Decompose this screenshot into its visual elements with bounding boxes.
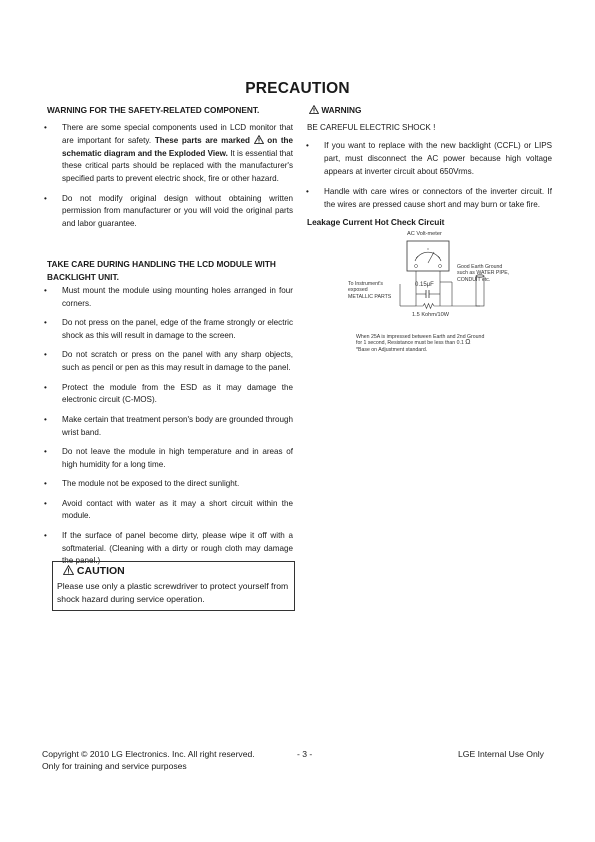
meter-label: AC Volt-meter <box>407 231 442 237</box>
ground-label-line: CONDUIT etc. <box>457 276 491 283</box>
list-item: • Handle with care wires or connectors of the inverter circuit. If the wires are pressed cause short and may burn or take fire. <box>306 187 552 210</box>
diagram-note <box>356 334 546 353</box>
list-item: • Make certain that treatment person's body are grounded through wrist band. <box>44 414 294 437</box>
list-item: • Protect the module from the ESD as it may damage the electronic circuit (C-MOS). <box>44 382 293 405</box>
caution-text: Please use only a plastic screwdriver to protect yourself from shock hazard during service operation. <box>57 581 289 604</box>
item-text: Protect the module from the ESD as it may damage the electronic circuit (C-MOS). <box>62 382 293 405</box>
capacitor-label: 0.15μF <box>415 282 434 288</box>
page-title: PRECAUTION <box>245 80 350 97</box>
warning-triangle-icon <box>63 565 74 575</box>
probe-label-line: METALLIC PARTS <box>348 293 392 300</box>
footer-internal-use: LGE Internal Use Only <box>458 749 544 759</box>
warning-title <box>309 104 361 117</box>
item-text: Must mount the module using mounting holes arranged in four corners. <box>62 286 293 308</box>
probe-label-line: exposed <box>348 287 368 294</box>
item-text: Handle with care wires or connectors of the inverter circuit. If the wires are pressed cause short and may burn or take fire. <box>324 187 552 210</box>
note-line: When 25A is impressed between Earth and 2nd Ground <box>356 334 485 340</box>
note-line: *Base on Adjustment standard. <box>356 346 428 353</box>
ground-label-line: such as WATER PIPE, <box>457 270 510 277</box>
safety-component-list <box>43 122 293 238</box>
list-item: • Do not press on the panel, edge of the frame strongly or electric shock as this will result in damage to the screen. <box>44 318 293 340</box>
item-text: Do not scratch or press on the panel with any sharp objects, such as pencil or pen as this may result in damage to the panel. <box>62 350 293 373</box>
caution-box <box>52 561 295 611</box>
caution-title <box>63 565 125 577</box>
item-text: Do not press on the panel, edge of the frame strongly or electric shock as this will result in damage to the screen. <box>62 318 293 340</box>
warning-list <box>305 140 552 219</box>
list-item: • The module not be exposed to the direct sunlight. <box>44 479 240 489</box>
footer-training: Only for training and service purposes <box>42 761 187 771</box>
warning-subtitle: BE CAREFUL ELECTRIC SHOCK ! <box>307 123 436 132</box>
item-text: If you want to replace with the new backlight (CCFL) or LIPS part, must disconnect the AC power because high voltage appears at inverter circuit about 650Vrms. <box>324 141 552 176</box>
item-text: Do not leave the module in high temperature and in areas of high humidity for a long time. <box>62 446 293 469</box>
ground-label-line: Good Earth Ground <box>457 264 503 270</box>
warning-triangle-icon <box>254 135 264 144</box>
footer-copyright: Copyright © 2010 LG Electronics. Inc. All right reserved. <box>42 749 255 759</box>
leakage-circuit-diagram <box>340 228 540 368</box>
list-item: • If the surface of panel become dirty, please wipe it off with a softmaterial. (Cleaning with a dirty or rough cloth may damage the panel.) <box>44 530 293 566</box>
list-item: • If you want to replace with the new backlight (CCFL) or LIPS part, must disconnect the AC power because high voltage appears at inverter circuit about 650Vrms. <box>306 141 552 176</box>
probe-label-line: To Instrument's <box>348 281 384 287</box>
item-text-bold: These parts are marked <box>154 135 250 145</box>
item-text-bold-2: on the schematic diagram and the Exploded View. <box>62 135 293 158</box>
lcd-handling-list <box>43 285 293 575</box>
list-item: • Avoid contact with water as it may a short circuit within the module. <box>44 498 293 521</box>
lcd-handling-heading: TAKE CARE DURING HANDLING THE LCD MODULE WITH BACKLIGHT UNIT. <box>47 259 276 282</box>
note-text: for 1 second, Resistance must be less than 0.1 <box>356 340 464 347</box>
footer-page-number: - 3 - <box>297 749 313 759</box>
list-item: • Do not modify original design without obtaining written permission from manufacturer or you will void the original parts and labor guarantee. <box>44 193 293 229</box>
leakage-heading: Leakage Current Hot Check Circuit <box>307 217 445 227</box>
list-item: • There are some special components used in LCD monitor that are important for safety. These parts are marked on the schematic diagram and the Exploded View. It is essential that these critical parts should be replaced with the manufacturer's specified parts to prevent electric shock, fire or other hazard. <box>44 123 293 184</box>
safety-component-heading: WARNING FOR THE SAFETY-RELATED COMPONENT. <box>47 105 260 115</box>
probe-label <box>348 281 391 300</box>
warning-title-text: WARNING <box>321 105 362 115</box>
list-item: • Do not scratch or press on the panel with any sharp objects, such as pencil or pen as this may result in damage to the panel. <box>44 350 293 373</box>
item-text: The module not be exposed to the direct sunlight. <box>62 479 240 489</box>
ground-label <box>457 264 509 283</box>
item-text-pre: There are some special components used in LCD monitor that are important for safety. <box>62 123 293 145</box>
ohm-symbol: Ω <box>465 339 471 347</box>
list-item: • Do not leave the module in high temperature and in areas of high humidity for a long time. <box>44 446 293 469</box>
item-text: If the surface of panel become dirty, please wipe it off with a softmaterial. (Cleaning with a dirty or rough cloth may damage the panel.) <box>62 530 293 566</box>
list-item: • Must mount the module using mounting holes arranged in four corners. <box>44 286 293 308</box>
item-text-post: It is essential that these critical parts should be replaced with the manufacturer's specified parts to prevent electric shock, fire or other hazard. <box>62 148 293 184</box>
item-text: Avoid contact with water as it may a short circuit within the module. <box>62 498 293 521</box>
item-text: Do not modify original design without obtaining written permission from manufacturer or you will void the original parts and labor guarantee. <box>62 193 293 229</box>
warning-triangle-icon <box>309 105 319 114</box>
item-text: Make certain that treatment person's body are grounded through wrist band. <box>62 414 294 437</box>
caution-title-text: CAUTION <box>76 565 125 577</box>
resistor-label: 1.5 Kohm/10W <box>412 312 449 318</box>
